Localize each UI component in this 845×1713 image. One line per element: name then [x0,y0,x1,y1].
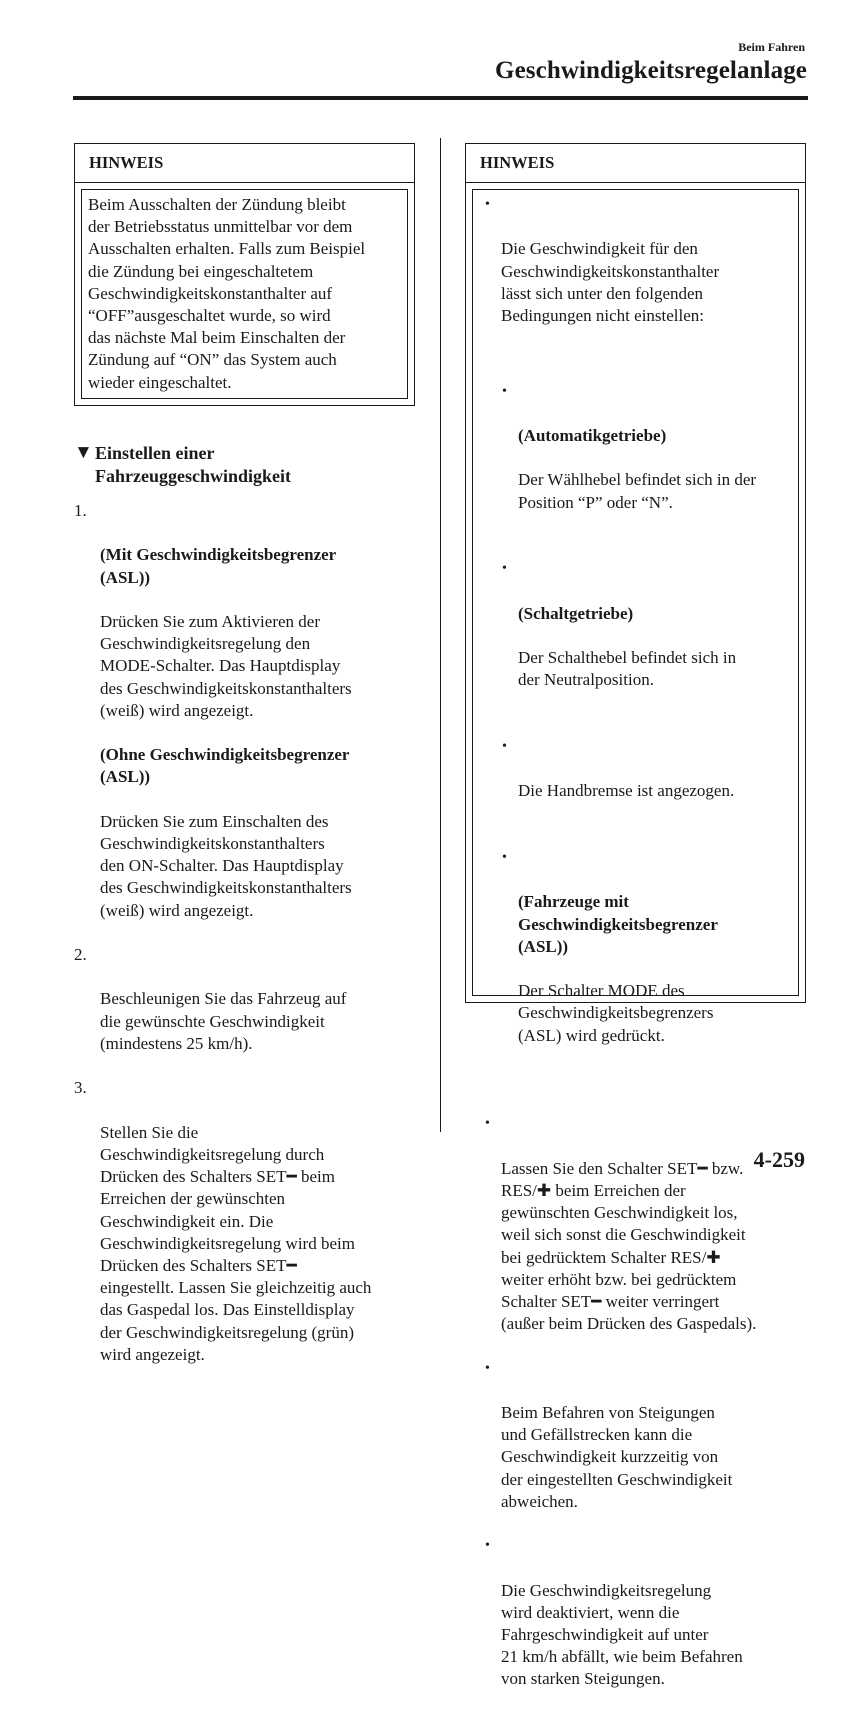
note-bullet-text: Die Geschwindigkeit für den Geschwindigkeitskonstanthalter lässt sich unter den folgenden Bedingungen nicht einstellen: [501,239,720,326]
note-bullet-text: Beim Befahren von Steigungen und Gefällstrecken kann die Geschwindigkeit kurzzeitig von der eingestellten Geschwindigkeit abweichen. [501,1402,733,1511]
note-box-left [74,143,415,406]
running-section-label: Beim Fahren [738,40,805,54]
note-text: Beim Ausschalten der Zündung bleibt der Betriebsstatus unmittelbar vor dem Ausschalten erhalten. Falls zum Beispiel die Zündung bei eingeschaltetem Geschwindigkeitskonstanthalter auf “OFF”ausgeschaltet wurde, so wird das nächste Mal beim Einschalten der Zündung auf “ON” das System auch wieder eingeschaltet. [88,195,366,392]
step-number: 1. [74,501,87,520]
note-body [81,189,408,399]
step-number: 2. [74,945,87,965]
step-subheading: (Ohne Geschwindigkeitsbegrenzer (ASL)) [100,745,350,787]
condition-title: (Schaltgetriebe) [518,603,634,623]
step-text: Stellen Sie die Geschwindigkeitsregelung durch Drücken des Schalters SET━ beim Erreichen der gewünschten Geschwindigkeit ein. Die Geschwindigkeitsregelung wird beim Drücken des Schalters SET━ eingestellt. Lassen Sie gleichzeitig auch das Gaspedal los. Das Einstelldisplay der Geschwindigkeitsregelung (grün) wird angezeigt. [100,1122,372,1364]
step-subheading: (Mit Geschwindigkeitsbegrenzer (ASL)) [100,545,337,587]
bullet-icon: • [502,849,507,865]
condition-text: Der Schalthebel befindet sich in der Neutralposition. [518,648,737,690]
note-bullet-list [479,194,792,1713]
condition-text: Der Schalter MODE des Geschwindigkeitsbegrenzers (ASL) wird gedrückt. [518,981,714,1045]
condition-title: (Automatikgetriebe) [518,426,667,446]
condition-title: (Fahrzeuge mit Geschwindigkeitsbegrenzer (ASL)) [518,892,718,956]
note-label: HINWEIS [75,144,414,183]
condition-list [501,358,792,1091]
bullet-icon: • [485,1116,490,1132]
section-heading [74,442,414,487]
page-number: 4-259 [753,1147,805,1172]
note-bullet [479,1535,792,1713]
step-number: 3. [74,1078,87,1098]
step-item [74,500,419,944]
bullet-icon: • [502,561,507,577]
bullet-icon: • [485,1360,490,1376]
note-bullet [479,1358,792,1536]
page-title: Geschwindigkeitsregelanlage [495,57,807,84]
section-heading-text: Einstellen einer Fahrzeuggeschwindigkeit [95,443,291,486]
condition-item [501,558,792,713]
column-divider [440,138,441,1132]
triangle-marker-icon: ▼ [74,442,93,463]
header-rule [73,96,808,100]
condition-item [501,381,792,536]
step-text: Beschleunigen Sie das Fahrzeug auf die gewünschte Geschwindigkeit (mindestens 25 km/h). [100,989,347,1053]
bullet-icon: • [502,738,507,754]
condition-item [501,847,792,1069]
note-label: HINWEIS [466,144,805,183]
step-text: Drücken Sie zum Aktivieren der Geschwindigkeitsregelung den MODE-Schalter. Das Hauptdisplay des Geschwindigkeitskonstanthalters (weiß) wird angezeigt. [100,612,352,720]
note-bullet-text: Die Geschwindigkeitsregelung wird deaktiviert, wenn die Fahrgeschwindigkeit auf unter 21 km/h abfällt, wie beim Befahren von starken Steigungen. [501,1580,743,1689]
condition-text: Der Wählhebel befindet sich in der Position “P” oder “N”. [518,470,757,512]
step-text: Drücken Sie zum Einschalten des Geschwindigkeitskonstanthalters den ON-Schalter. Das Hauptdisplay des Geschwindigkeitskonstanthalters (weiß) wird angezeigt. [100,811,352,920]
condition-item [501,736,792,825]
step-item [74,944,419,1077]
note-bullet [479,194,792,1113]
steps-list [74,500,419,1388]
bullet-icon: • [485,197,490,212]
bullet-icon: • [502,383,507,399]
note-bullet [479,1113,792,1357]
bullet-icon: • [485,1538,490,1554]
condition-text: Die Handbremse ist angezogen. [518,781,735,801]
note-bullet-text: Lassen Sie den Schalter SET━ bzw. RES/✚ beim Erreichen der gewünschten Geschwindigkeit los, weil sich sonst die Geschwindigkeit bei gedrücktem Schalter RES/✚ weiter erhöht bzw. bei gedrücktem Schalter SET━ weiter verringert (außer beim Drücken des Gaspedals). [501,1158,757,1334]
step-item [74,1077,419,1388]
